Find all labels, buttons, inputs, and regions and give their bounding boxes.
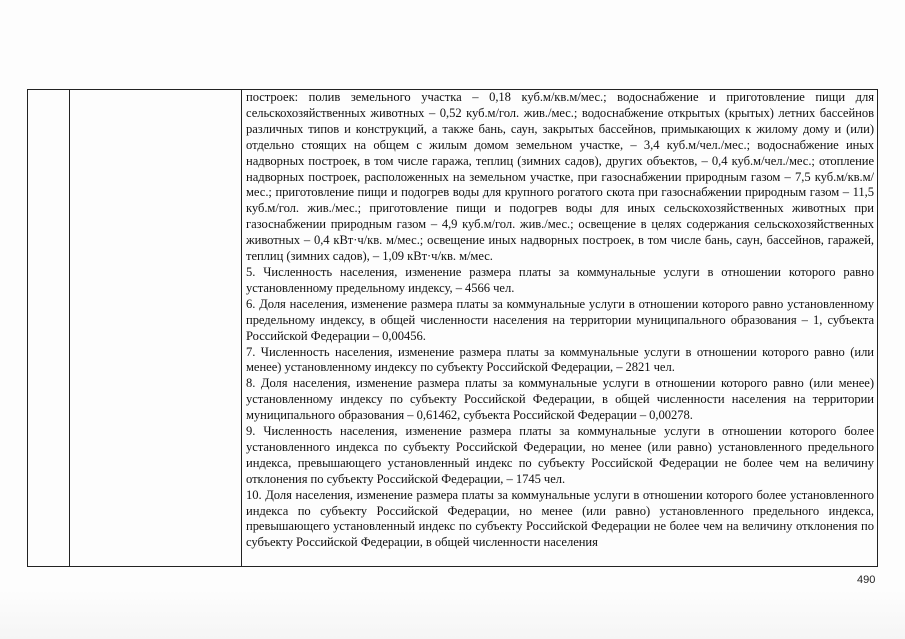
table-cell-name [70, 90, 242, 567]
paragraph-item-10: 10. Доля населения, изменение размера платы за коммунальные услуги в отношении которого более установленного индекса по субъекту Российской Федерации, но менее (или равно) установленного предельного индекса, превышающего установленный индекс по субъекту Российской Федерации не более чем на величину отклонения по субъекту Российской Федерации, в общей численности населения [246, 487, 874, 550]
paragraph-item-5: 5. Численность населения, изменение размера платы за коммунальные услуги в отношении которого равно установленному предельному индексу, – 4566 чел. [246, 264, 874, 295]
table-cell-number [28, 90, 70, 567]
paragraph-continuation: построек: полив земельного участка – 0,18 куб.м/кв.м/мес.; водоснабжение и приготовление пищи для сельскохозяйственных животных – 0,52 куб.м/гол. жив./мес.; водоснабжение открытых (крытых) летних бассейнов различных типов и конструкций, а также бань, саун, закрытых бассейнов, примыкающих к жилому дому и (или) отдельно стоящих на общем с жилым домом земельном участке, – 3,4 куб.м/чел./мес.; водоснабжение иных надворных построек, в том числе гаража, теплиц (зимних садов), других объектов, – 0,4 куб.м/чел./мес.; отопление надворных построек, расположенных на земельном участке, при газоснабжении природным газом – 7,5 куб.м/кв.м/мес.; приготовление пищи и подогрев воды для крупного рогатого скота при газоснабжении природным газом – 11,5 куб.м/гол. жив./мес.; приготовление пищи и подогрев воды для иных сельскохозяйственных животных при газоснабжении природным газом – 4,9 куб.м/гол. жив./мес.; освещение в целях содержания сельскохозяйственных животных – 0,4 кВт·ч/кв. м/мес.; освещение иных надворных построек, в том числе бань, саун, бассейнов, гаражей, теплиц (зимних садов), – 1,09 кВт·ч/кв. м/мес. [246, 90, 874, 264]
page-number: 490 [857, 574, 876, 586]
paragraph-item-7: 7. Численность населения, изменение размера платы за коммунальные услуги в отношении которого равно (или менее) установленному индексу по субъекту Российской Федерации, – 2821 чел. [246, 344, 874, 375]
paragraph-item-8: 8. Доля населения, изменение размера платы за коммунальные услуги в отношении которого равно (или менее) установленному индексу по субъекту Российской Федерации, в общей численности населения на территории муниципального образования – 0,61462, субъекта Российской Федерации – 0,00278. [246, 376, 874, 423]
table-cell-content [242, 90, 878, 567]
paragraph-item-6: 6. Доля населения, изменение размера платы за коммунальные услуги в отношении которого равно установленному предельному индексу, в общей численности населения на территории муниципального образования – 1, субъекта Российской Федерации – 0,00456. [246, 296, 874, 343]
document-table [27, 89, 878, 567]
scan-shadow [0, 590, 905, 639]
table-row [28, 90, 878, 567]
paragraph-item-9: 9. Численность населения, изменение размера платы за коммунальные услуги в отношении которого более установленного индекса по субъекту Российской Федерации, но менее (или равно) установленного предельного индекса, превышающего установленный индекс по субъекту Российской Федерации не более чем на величину отклонения по субъекту Российской Федерации, – 1745 чел. [246, 424, 874, 486]
